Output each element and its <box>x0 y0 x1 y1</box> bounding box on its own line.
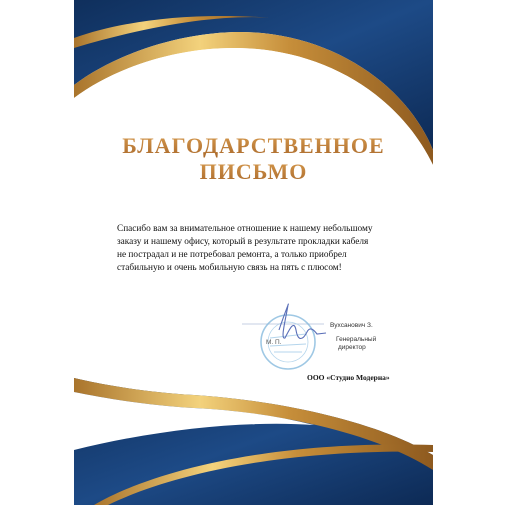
signature-scribble <box>279 304 326 338</box>
body-line: не пострадал и не потребовал ремонта, а только приобрел <box>117 250 347 260</box>
company-name: ООО «Студио Модерна» <box>307 373 390 382</box>
letter-page <box>74 0 433 505</box>
signer-position-line1: Генеральный <box>336 336 377 343</box>
body-line: Спасибо вам за внимательное отношение к нашему небольшому <box>117 224 373 234</box>
stamp-and-signature <box>74 0 433 505</box>
body-line: заказу и нашему офису, который в результате прокладки кабеля <box>117 237 369 247</box>
letter-title-line1: БЛАГОДАРСТВЕННОЕ <box>74 133 433 159</box>
signer-name: Вухсанович З. <box>330 322 373 329</box>
stamp-label: М. П. <box>266 339 282 346</box>
body-line: стабильную и очень мобильную связь на пять с плюсом! <box>117 263 342 273</box>
signer-position-line2: директор <box>338 344 366 351</box>
letter-title-line2: ПИСЬМО <box>74 159 433 185</box>
